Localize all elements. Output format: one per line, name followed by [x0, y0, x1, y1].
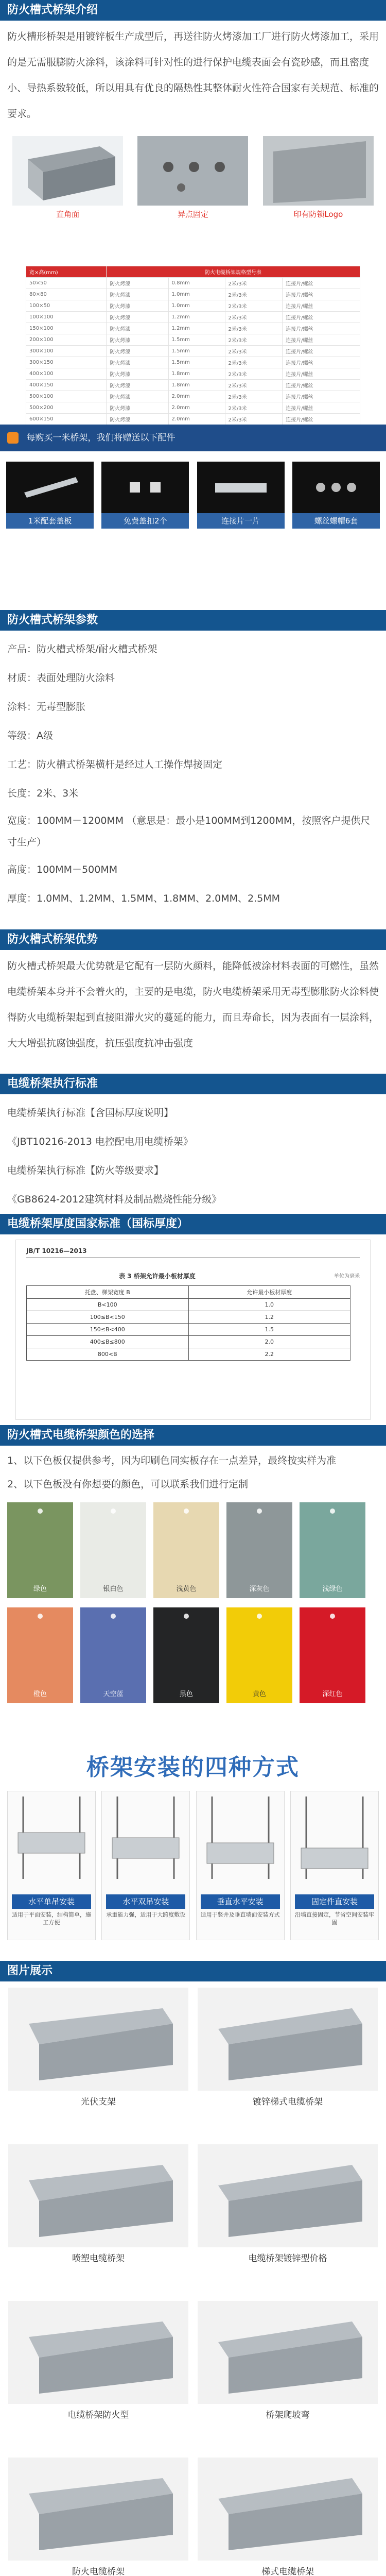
spec-cell: 2米/3米 — [225, 300, 283, 312]
color-swatch — [226, 1607, 292, 1703]
gallery-photo — [8, 2458, 188, 2561]
gallery-row — [0, 2301, 386, 2427]
spec-cell: 150×100 — [26, 323, 107, 334]
spec-table-row — [26, 278, 360, 289]
spec-cell: 连接片/螺丝 — [283, 346, 360, 357]
spec-cell: 连接片/螺丝 — [283, 312, 360, 323]
param-thickness: 厚度：1.0MM、1.2MM、1.5MM、1.8MM、2.0MM、2.5MM — [7, 893, 280, 904]
spec-cell: 连接片/螺丝 — [283, 323, 360, 334]
spec-table-body — [26, 278, 360, 425]
thickness-table — [26, 1285, 350, 1361]
param-width: 宽度：100MM－1200MM （意思是：最小是100MM到1200MM，按照客户提供尺寸生产） — [7, 815, 371, 848]
gallery-grid — [0, 1981, 386, 2576]
standard-line-1: 电缆桥架执行标准【含国标厚度说明】 — [7, 1107, 174, 1118]
spec-cell: 400×150 — [26, 380, 107, 391]
spec-cell: 防火烤漆 — [107, 334, 168, 346]
param-coating: 涂料：无毒型膨胀 — [7, 701, 86, 713]
clip-icon — [101, 462, 189, 513]
bolt-illustration — [137, 136, 248, 206]
spec-cell: 400×100 — [26, 368, 107, 380]
standard-section — [0, 1074, 386, 1214]
gallery-item — [8, 2458, 188, 2576]
install-method-desc: 承重能力强，适用于大跨度敷设 — [106, 1911, 186, 1918]
spec-cell: 防火烤漆 — [107, 346, 168, 357]
accessory-label-2: 免费盖扣2个 — [101, 513, 189, 529]
spec-table-row — [26, 300, 360, 312]
standard-line-2: 《JBT10216-2013 电控配电用电缆桥架》 — [7, 1136, 193, 1147]
spec-table-row — [26, 323, 360, 334]
spec-cell: 1.5mm — [168, 334, 225, 346]
thickness-col-min: 允许最小板材厚度 — [188, 1286, 350, 1299]
gallery-item — [198, 2144, 378, 2270]
intro-text: 防火槽形桥架是用镀锌板生产成型后，再送往防火烤漆加工厂进行防火烤漆加工，采用的是无需服膨防火涂料，该涂料可针对性的进行保护电缆表面会有瓷砂感，而且密度小、导热系数较低，所以用具有优良的隔热性其整体耐火性符合国家有关规范、标准的要求。 — [7, 31, 379, 120]
colors-section — [0, 1425, 386, 1744]
spec-cell: 防火烤漆 — [107, 357, 168, 368]
spec-cell: 2米/3米 — [225, 414, 283, 425]
spec-cell: 2.0mm — [168, 402, 225, 414]
standard-document — [15, 1240, 371, 1420]
spec-cell: 200×100 — [26, 334, 107, 346]
install-diagram-icon — [197, 1791, 284, 1889]
gallery-caption: 光伏支架 — [81, 2097, 116, 2107]
accessory-plate — [197, 462, 285, 529]
standard-line-4: 《GB8624-2012建筑材料及制品燃烧性能分级》 — [7, 1194, 222, 1205]
tray-illustration — [12, 136, 123, 206]
intro-caption-3: 印有防锁Logo — [293, 210, 343, 219]
spec-cell: 2.0mm — [168, 391, 225, 402]
color-swatch-grid — [0, 1499, 386, 1706]
thickness-col-width: 托盘、梯架宽度 B — [27, 1286, 189, 1299]
param-height: 高度：100MM－500MM — [7, 864, 118, 875]
spec-cell: 2米/3米 — [225, 357, 283, 368]
advantage-header: 防火槽式桥架优势 — [0, 929, 386, 950]
color-swatch — [80, 1502, 146, 1598]
spec-cell: 防火烤漆 — [107, 323, 168, 334]
intro-image-3 — [263, 136, 374, 219]
spec-col-size: 宽×高(mm) — [26, 266, 107, 278]
install-method-desc: 沿墙直接固定，节省空间安装牢固 — [294, 1911, 374, 1926]
install-methods — [0, 1791, 386, 1940]
spec-cell: 1.0mm — [168, 300, 225, 312]
accessory-screws — [292, 462, 380, 529]
color-swatch — [153, 1502, 219, 1598]
thickness-cell: 100≤B<150 — [27, 1311, 189, 1324]
gallery-photo — [8, 2301, 188, 2404]
swatch-hole-icon — [184, 1614, 189, 1619]
thickness-cell: 1.2 — [188, 1311, 350, 1324]
intro-caption-1: 直角面 — [56, 210, 80, 219]
spec-cell: 80×80 — [26, 289, 107, 300]
standard-header: 电缆桥架执行标准 — [0, 1074, 386, 1094]
gallery-item — [8, 2301, 188, 2427]
thickness-cell: 150≤B<400 — [27, 1324, 189, 1336]
swatch-hole-icon — [330, 1614, 335, 1619]
spec-cell: 2.0mm — [168, 414, 225, 425]
accessory-clip — [101, 462, 189, 529]
thickness-cell: 2.2 — [188, 1348, 350, 1361]
gallery-photo — [198, 2144, 378, 2247]
swatch-hole-icon — [257, 1614, 262, 1619]
swatch-hole-icon — [184, 1509, 189, 1514]
spec-cell: 连接片/螺丝 — [283, 414, 360, 425]
gallery-caption: 防火电缆桥架 — [72, 2567, 125, 2576]
spec-cell: 300×150 — [26, 357, 107, 368]
spec-table-row — [26, 357, 360, 368]
gallery-row — [0, 1988, 386, 2113]
swatch-label: 绿色 — [33, 1585, 47, 1593]
param-process: 工艺：防火槽式桥架横杆是经过人工操作焊接固定 — [7, 759, 223, 770]
swatch-hole-icon — [38, 1614, 43, 1619]
swatch-label: 橙色 — [33, 1690, 47, 1698]
spec-table-title-row — [26, 266, 360, 278]
spec-cell: 2米/3米 — [225, 312, 283, 323]
spec-cell: 连接片/螺丝 — [283, 300, 360, 312]
gallery-section — [0, 1961, 386, 2576]
thickness-section — [0, 1214, 386, 1425]
swatch-label: 深灰色 — [249, 1585, 270, 1593]
install-title: 桥架安装的四种方式 — [86, 1754, 300, 1781]
spec-cell: 防火烤漆 — [107, 368, 168, 380]
gallery-caption: 梯式电缆桥架 — [261, 2567, 314, 2576]
params-header: 防火槽式桥架参数 — [0, 610, 386, 631]
doc-code: JB/T 10216—2013 — [26, 1247, 360, 1258]
spec-table-row — [26, 368, 360, 380]
spec-table-row — [26, 346, 360, 357]
swatch-label: 深红色 — [322, 1690, 343, 1698]
screw-icon — [292, 462, 380, 513]
thickness-row — [27, 1348, 350, 1361]
spec-table-row — [26, 414, 360, 425]
accessory-label-3: 连接片一片 — [197, 513, 285, 529]
swatch-label: 银白色 — [103, 1585, 124, 1593]
spec-cell: 连接片/螺丝 — [283, 278, 360, 289]
spec-cell: 连接片/螺丝 — [283, 391, 360, 402]
spec-cell: 1.8mm — [168, 368, 225, 380]
accessory-label-4: 螺丝螺帽6套 — [292, 513, 380, 529]
spec-cell: 1.2mm — [168, 312, 225, 323]
doc-table-title: 表 3 桥架允许最小板材厚度 — [119, 1273, 196, 1280]
intro-image-1 — [12, 136, 123, 219]
logo-illustration — [263, 136, 374, 206]
swatch-label: 天空蓝 — [103, 1690, 124, 1698]
spec-cell: 1.5mm — [168, 357, 225, 368]
install-diagram-icon — [8, 1791, 95, 1889]
swatch-label: 浅黄色 — [176, 1585, 197, 1593]
swatch-label: 浅绿色 — [322, 1585, 343, 1593]
spec-cell: 500×200 — [26, 402, 107, 414]
spec-cell: 2米/3米 — [225, 278, 283, 289]
spec-table-row — [26, 334, 360, 346]
spec-cell: 1.5mm — [168, 346, 225, 357]
gallery-caption: 电缆桥架防火型 — [67, 2410, 129, 2420]
param-product: 产品：防火槽式桥架/耐火槽式桥架 — [7, 643, 157, 655]
spec-table-row — [26, 312, 360, 323]
spec-cell: 2米/3米 — [225, 391, 283, 402]
install-method — [196, 1791, 285, 1940]
intro-caption-2: 异点固定 — [177, 210, 208, 219]
colors-note-2: 2、以下色板没有你想要的颜色，可以联系我们进行定制 — [7, 1479, 249, 1490]
swatch-label: 黑色 — [179, 1690, 193, 1698]
spec-table — [26, 266, 360, 425]
color-swatch — [80, 1607, 146, 1703]
spec-cell: 2米/3米 — [225, 346, 283, 357]
spec-cell: 600×150 — [26, 414, 107, 425]
spec-cell: 连接片/螺丝 — [283, 357, 360, 368]
thickness-cell: 2.0 — [188, 1336, 350, 1348]
spec-table-section — [0, 264, 386, 425]
spec-cell: 连接片/螺丝 — [283, 402, 360, 414]
gallery-photo — [198, 2458, 378, 2561]
standard-line-3: 电缆桥架执行标准【防火等级要求】 — [7, 1165, 164, 1176]
accessories-callout-text: 每购买一米桥架，我们将赠送以下配件 — [26, 433, 176, 443]
install-method-tag: 水平单吊安装 — [12, 1894, 91, 1909]
spec-cell: 防火烤漆 — [107, 380, 168, 391]
intro-images — [0, 136, 386, 219]
accessories-callout — [0, 425, 386, 451]
advantage-section — [0, 929, 386, 1074]
spec-cell: 100×100 — [26, 312, 107, 323]
spec-cell: 500×100 — [26, 391, 107, 402]
spec-cell: 防火烤漆 — [107, 278, 168, 289]
spec-cell: 连接片/螺丝 — [283, 289, 360, 300]
spec-cell: 连接片/螺丝 — [283, 368, 360, 380]
spec-cell: 防火烤漆 — [107, 300, 168, 312]
thickness-cell: 400≤B≤800 — [27, 1336, 189, 1348]
install-diagram-icon — [291, 1791, 378, 1889]
spec-cell: 100×50 — [26, 300, 107, 312]
install-method — [7, 1791, 96, 1940]
install-method-tag: 水平双吊安装 — [106, 1894, 185, 1909]
colors-header: 防火槽式电缆桥架颜色的选择 — [0, 1425, 386, 1446]
spec-table-row — [26, 289, 360, 300]
intro-header: 防火槽式桥架介绍 — [0, 0, 386, 21]
spec-cell: 防火烤漆 — [107, 289, 168, 300]
thickness-row — [27, 1311, 350, 1324]
spec-cell: 2米/3米 — [225, 334, 283, 346]
spec-table-row — [26, 391, 360, 402]
spec-cell: 2米/3米 — [225, 402, 283, 414]
install-method — [101, 1791, 190, 1940]
color-swatch — [300, 1502, 365, 1598]
swatch-hole-icon — [330, 1509, 335, 1514]
gallery-caption: 电缆桥架镀锌型价格 — [248, 2253, 327, 2264]
swatch-hole-icon — [111, 1614, 116, 1619]
install-method-desc: 适用于平面安装，结构简单，施工方便 — [12, 1911, 91, 1926]
install-section — [0, 1744, 386, 1961]
spec-cell: 300×100 — [26, 346, 107, 357]
tray-photo — [12, 136, 123, 206]
param-length: 长度：2米、3米 — [7, 788, 79, 799]
spec-cell: 2米/3米 — [225, 368, 283, 380]
swatch-hole-icon — [257, 1509, 262, 1514]
gallery-photo — [198, 1988, 378, 2091]
gallery-header: 图片展示 — [0, 1961, 386, 1981]
install-method — [290, 1791, 379, 1940]
thickness-header: 电缆桥架厚度国家标准（国标厚度） — [0, 1214, 386, 1234]
swatch-hole-icon — [38, 1509, 43, 1514]
param-material: 材质：表面处理防火涂料 — [7, 672, 115, 684]
gallery-caption: 桥架爬坡弯 — [266, 2410, 310, 2420]
thickness-cell: 1.5 — [188, 1324, 350, 1336]
thickness-row — [27, 1336, 350, 1348]
color-swatch — [7, 1607, 73, 1703]
thickness-cell: 1.0 — [188, 1299, 350, 1311]
cover-plate-icon — [6, 462, 94, 513]
spec-cell: 防火烤漆 — [107, 414, 168, 425]
thickness-row — [27, 1299, 350, 1311]
spec-cell: 2米/3米 — [225, 289, 283, 300]
spec-cell: 50×50 — [26, 278, 107, 289]
gallery-item — [8, 2144, 188, 2270]
install-method-tag: 固定件直安装 — [295, 1894, 374, 1909]
tray-logo-photo — [263, 136, 374, 206]
spec-cell: 防火烤漆 — [107, 391, 168, 402]
color-swatch — [7, 1502, 73, 1598]
spec-cell: 0.8mm — [168, 278, 225, 289]
gallery-row — [0, 2144, 386, 2270]
param-grade: 等级：A级 — [7, 730, 53, 741]
gallery-caption: 喷塑电缆桥架 — [72, 2253, 125, 2264]
spec-cell: 防火烤漆 — [107, 312, 168, 323]
accessory-cover — [6, 462, 94, 529]
spec-table-row — [26, 402, 360, 414]
gift-icon — [7, 432, 19, 444]
thickness-cell: B<100 — [27, 1299, 189, 1311]
spec-cell: 连接片/螺丝 — [283, 334, 360, 346]
params-section — [0, 610, 386, 929]
thickness-table-body — [27, 1299, 350, 1361]
accessories-row — [0, 456, 386, 534]
gallery-item — [198, 2458, 378, 2576]
advantage-text: 防火槽式桥架最大优势就是它配有一层防火颜料，能降低被涂材料表面的可燃性，虽然电缆桥架本身并不会着火的，主要的是电缆，防火电缆桥架采用无毒型膨胀防火涂料使得防火电缆桥架起到直接阻滞火灾的蔓延的能力，而且寿命长，因为表面有一层涂料，大大增强抗腐蚀强度，抗压强度抗冲击强度 — [7, 960, 379, 1049]
spec-cell: 连接片/螺丝 — [283, 380, 360, 391]
doc-unit: 单位为毫米 — [334, 1274, 360, 1279]
swatch-label: 黄色 — [252, 1690, 266, 1698]
gallery-photo — [8, 1988, 188, 2091]
color-swatch — [226, 1502, 292, 1598]
spec-cell: 1.0mm — [168, 289, 225, 300]
tray-bolt-photo — [137, 136, 248, 206]
gallery-caption: 镀锌梯式电缆桥架 — [253, 2097, 323, 2107]
spec-cell: 2米/3米 — [225, 380, 283, 391]
gallery-photo — [8, 2144, 188, 2247]
swatch-hole-icon — [111, 1509, 116, 1514]
intro-section — [0, 0, 386, 264]
install-method-desc: 适用于竖井及垂直墙面安装方式 — [200, 1911, 280, 1918]
connector-plate-icon — [197, 462, 285, 513]
accessories-section — [0, 425, 386, 610]
gallery-item — [8, 1988, 188, 2113]
spec-table-title: 防火电缆桥架规格型号表 — [107, 266, 360, 278]
color-swatch — [153, 1607, 219, 1703]
spec-cell: 1.2mm — [168, 323, 225, 334]
thickness-cell: 800<B — [27, 1348, 189, 1361]
install-method-tag: 垂直水平安装 — [201, 1894, 280, 1909]
gallery-photo — [198, 2301, 378, 2404]
color-swatch — [300, 1607, 365, 1703]
gallery-item — [198, 1988, 378, 2113]
spec-cell: 1.8mm — [168, 380, 225, 391]
gallery-row — [0, 2458, 386, 2576]
colors-note-1: 1、以下色板仅提供参考，因为印刷色同实板存在一点差异，最终按实样为准 — [7, 1455, 337, 1466]
spec-table-row — [26, 380, 360, 391]
thickness-row — [27, 1324, 350, 1336]
gallery-item — [198, 2301, 378, 2427]
install-diagram-icon — [102, 1791, 189, 1889]
spec-cell: 2米/3米 — [225, 323, 283, 334]
intro-image-2 — [137, 136, 248, 219]
accessory-label-1: 1米配套盖板 — [6, 513, 94, 529]
spec-cell: 防火烤漆 — [107, 402, 168, 414]
